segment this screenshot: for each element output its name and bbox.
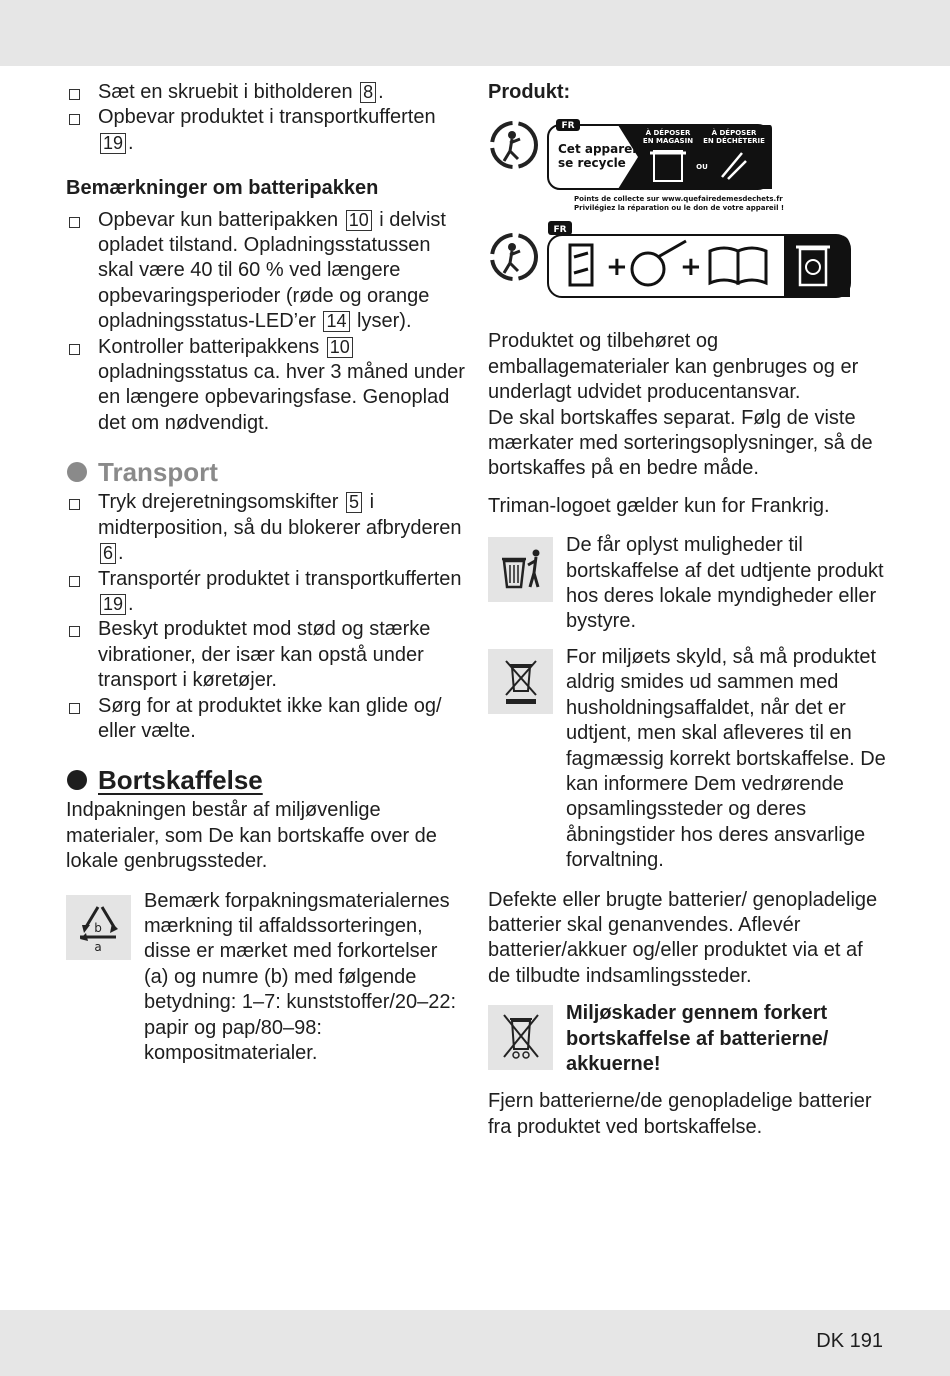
svg-text:Privilégiez la réparation ou l: Privilégiez la réparation ou le don de votre appareil ! <box>574 204 785 213</box>
weee-note-text: For miljøets skyld, så må produktet aldrig smides ud sammen med husholdningsaffaldet, når det er udtjent, men skal afleveres til en fagmæssig korrekt bortskaffelse. De kan informere Dem vedrørende opsamlingssteder og deres åbningstider hos deres ansvarlige forvaltning. <box>566 645 886 872</box>
ref-number: 8 <box>360 82 376 103</box>
bullet-dot-icon <box>67 462 87 482</box>
right-column <box>488 80 888 1140</box>
bin-note-text: De får oplyst muligheder til bortskaffelse af det udtjente produkt hos deres lokale myndigheder eller bystyre. <box>566 534 884 633</box>
bin-note <box>488 533 888 635</box>
ref-number: 10 <box>346 210 372 231</box>
paragraph-remove-batteries: Fjern batterierne/de genopladelige batterier fra produktet ved bortskaffelse. <box>488 1090 872 1138</box>
svg-text:se recycle: se recycle <box>558 156 626 171</box>
svg-text:Points de collecte sur www.que: Points de collecte sur www.quefairedemesdechets.fr <box>574 195 783 204</box>
ref-number: 14 <box>323 311 349 332</box>
recycle-label-1 <box>548 119 784 212</box>
left-column <box>66 80 466 1066</box>
list-item: Beskyt produktet mod stød og stærke vibrationer, der især kan opstå under transport i køretøjer. <box>66 617 466 693</box>
svg-text:Cet appareil: Cet appareil <box>558 142 641 157</box>
top-margin-bar <box>0 0 950 66</box>
svg-text:a: a <box>94 939 102 954</box>
paragraph-separate: De skal bortskaffes separat. Følg de viste mærkater med sorteringsoplysninger, så de bortskaffes på en bedre måde. <box>488 406 873 480</box>
triman-icon <box>492 123 536 167</box>
svg-text:b: b <box>94 920 102 935</box>
svg-text:FR: FR <box>553 225 567 236</box>
bottom-margin-bar <box>0 1310 950 1376</box>
paragraph-triman: Triman-logoet gælder kun for Frankrig. <box>488 494 830 517</box>
transport-list <box>66 490 466 744</box>
list-item: Tryk drejeretningsomskifter 5 i midterposition, så du blokerer afbryderen 6 . <box>66 490 466 566</box>
recycling-note <box>66 889 466 1067</box>
ref-number: 10 <box>327 337 353 358</box>
triman-icon <box>492 235 536 279</box>
product-heading: Produkt: <box>488 81 571 103</box>
ref-number: 6 <box>100 543 116 564</box>
ref-number: 19 <box>100 594 126 615</box>
weee-note <box>488 645 888 874</box>
ref-number: 5 <box>346 492 362 513</box>
ref-number: 19 <box>100 133 126 154</box>
battery-warning <box>488 1001 888 1077</box>
crossed-bin-icon <box>488 649 553 714</box>
list-item: Sørg for at produktet ikke kan glide og/ eller vælte. <box>66 694 466 745</box>
storage-list <box>66 80 466 156</box>
list-item: Sæt en skruebit i bitholderen 8 . <box>66 80 466 105</box>
disposal-intro: Indpakningen består af miljøvenlige materialer, som De kan bortskaffe over de lokale genbrugssteder. <box>66 799 437 873</box>
svg-text:+: + <box>680 252 702 283</box>
svg-text:FR: FR <box>561 121 575 132</box>
crossed-bin-icon <box>488 1005 553 1070</box>
svg-text:EN DÉCHÈTERIE: EN DÉCHÈTERIE <box>703 137 765 146</box>
page-number: DK 191 <box>816 1330 883 1352</box>
recycle-label-2 <box>548 221 850 297</box>
trash-bin-person-icon <box>488 537 553 602</box>
list-item: Kontroller batteripakkens 10 opladningsstatus ca. hver 3 måned under en længere opbevaringsfase. Genoplad det om nødvendigt. <box>66 335 466 437</box>
battery-warning-text: Miljøskader gennem forkert bortskaffelse af batterierne/ akkuerne! <box>566 1002 829 1075</box>
list-item: Opbevar kun batteripakken 10 i delvist opladet tilstand. Opladningsstatussen skal være 40 til 60 % ved længere opbevaringsperioder (røde og orange opladningsstatus-LED’er 14 lyser). <box>66 208 466 335</box>
paragraph-batteries: Defekte eller brugte batterier/ genopladelige batterier skal genanvendes. Aflevér batterier/akkuer og/eller produktet via et af de tilbudte indsamlingssteder. <box>488 888 878 987</box>
paragraph-recycling: Produktet og tilbehøret og emballagematerialer kan genbruges og er underlagt udvidet producentansvar. <box>488 330 859 404</box>
svg-text:EN MAGASIN: EN MAGASIN <box>642 137 694 146</box>
bullet-dot-icon <box>67 770 87 790</box>
battery-notes-heading: Bemærkninger om batteripakken <box>66 177 379 200</box>
svg-text:À DÉPOSER: À DÉPOSER <box>645 129 691 138</box>
svg-text:+: + <box>606 252 628 283</box>
battery-notes-list <box>66 208 466 437</box>
list-item: Transportér produktet i transportkufferten 19 . <box>66 567 466 618</box>
triman-labels <box>488 117 858 317</box>
svg-text:À DÉPOSER: À DÉPOSER <box>711 129 757 138</box>
disposal-section-title: Bortskaffelse <box>66 764 466 796</box>
recycling-triangle-icon <box>66 895 131 960</box>
transport-section-title: Transport <box>66 456 466 488</box>
recycling-note-text: Bemærk forpakningsmaterialernes mærkning til affaldssorteringen, disse er mærket med forkortelser (a) og numre (b) med følgende betydning: 1–7: kunststoffer/20–22: papir og pap/80–98: kompositmaterialer. <box>144 889 457 1064</box>
svg-text:OU: OU <box>696 163 708 172</box>
list-item: Opbevar produktet i transportkufferten 19 . <box>66 105 466 156</box>
